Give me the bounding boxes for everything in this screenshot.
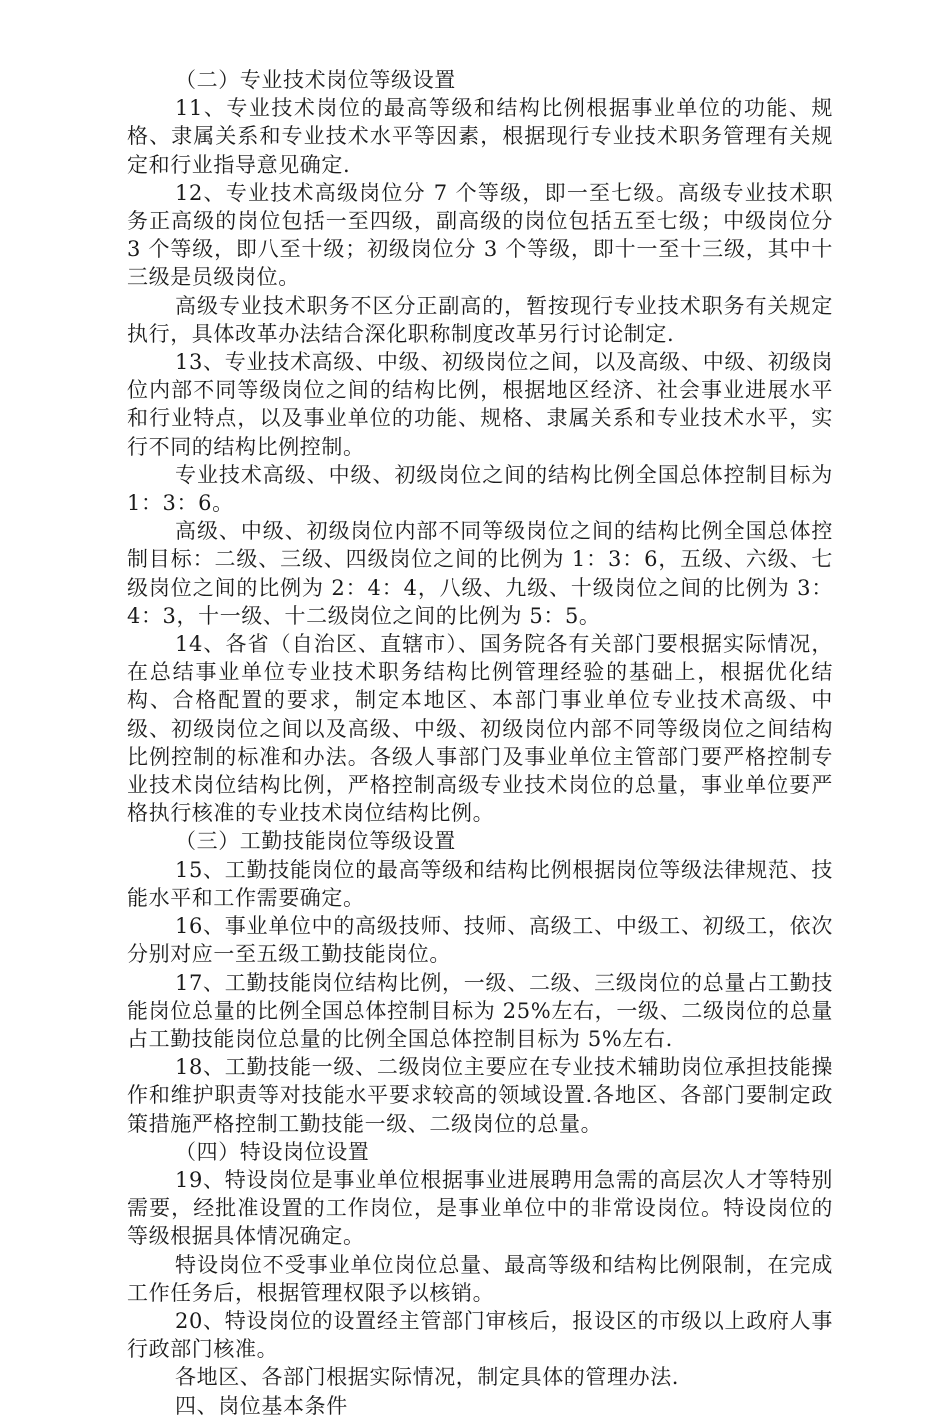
paragraph-20: 20、特设岗位的设置经主管部门审核后，报设区的市级以上政府人事行政部门核准。 [127, 1308, 833, 1362]
paragraph-14: 14、各省（自治区、直辖市）、国务院各有关部门要根据实际情况，在总结事业单位专业技术职务结构比例管理经验的基础上，根据优化结构、合格配置的要求，制定本地区、本部门事业单位专业技术高级、中级、初级岗位之间以及高级、中级、初级岗位内部不同等级岗位之间结构比例控制的标准和办法。各级人事部门及事业单位主管部门要严格控制专业技术岗位结构比例，严格控制高级专业技术岗位的总量，事业单位要严格执行核准的专业技术岗位结构比例。 [127, 632, 833, 826]
paragraph-11: 11、专业技术岗位的最高等级和结构比例根据事业单位的功能、规格、隶属关系和专业技术水平等因素，根据现行专业技术职务管理有关规定和行业指导意见确定. [127, 96, 833, 177]
paragraph-16: 16、事业单位中的高级技师、技师、高级工、中级工、初级工，依次分别对应一至五级工勤技能岗位。 [127, 914, 833, 967]
paragraph-19: 19、特设岗位是事业单位根据事业进展聘用急需的高层次人才等特别需要，经批准设置的工作岗位，是事业单位中的非常设岗位。特设岗位的等级根据具体情况确定。 [127, 1167, 833, 1249]
paragraph-12: 12、专业技术高级岗位分 7 个等级，即一至七级。高级专业技术职务正高级的岗位包括一至四级，副高级的岗位包括五至七级；中级岗位分 3 个等级，即八至十级；初级岗位分 3 个等级，即十一至十三级，其中十三级是员级岗位。 [127, 180, 833, 290]
paragraph-ratio-target: 专业技术高级、中级、初级岗位之间的结构比例全国总体控制目标为 1：3：6。 [127, 462, 833, 516]
paragraph-management-measures: 各地区、各部门根据实际情况，制定具体的管理办法. [175, 1365, 680, 1390]
paragraph-internal-ratio: 高级、中级、初级岗位内部不同等级岗位之间的结构比例全国总体控制目标：二级、三级、四级岗位之间的比例为 1：3：6，五级、六级、七级岗位之间的比例为 2：4：4，八级、九级、十级岗位之间的比例为 3：4：3，十一级、十二级岗位之间的比例为 5：5。 [127, 519, 833, 628]
section-heading-professional-technical: （二）专业技术岗位等级设置 [175, 68, 456, 92]
paragraph-15: 15、工勤技能岗位的最高等级和结构比例根据岗位等级法律规范、技能水平和工作需要确定。 [127, 857, 833, 910]
paragraph-13: 13、专业技术高级、中级、初级岗位之间，以及高级、中级、初级岗位内部不同等级岗位之间的结构比例，根据地区经济、社会事业进展水平和行业特点，以及事业单位的功能、规格、隶属关系和专业技术水平，实行不同的结构比例控制。 [127, 350, 833, 459]
paragraph-17: 17、工勤技能岗位结构比例，一级、二级、三级岗位的总量占工勤技能岗位总量的比例全国总体控制目标为 25%左右，一级、二级岗位的总量占工勤技能岗位总量的比例全国总体控制目标为 5%左右. [127, 970, 833, 1051]
paragraph-special-post-limit: 特设岗位不受事业单位岗位总量、最高等级和结构比例限制，在完成工作任务后，根据管理权限予以核销。 [127, 1252, 833, 1305]
section-heading-skilled-worker: （三）工勤技能岗位等级设置 [175, 829, 456, 854]
section-heading-special-post: （四）特设岗位设置 [175, 1139, 370, 1164]
document-page [127, 66, 833, 1420]
section-heading-basic-conditions: 四、岗位基本条件 [175, 1393, 348, 1418]
paragraph-18: 18、工勤技能一级、二级岗位主要应在专业技术辅助岗位承担技能操作和维护职责等对技能水平要求较高的领域设置.各地区、各部门要制定政策措施严格控制工勤技能一级、二级岗位的总量。 [127, 1055, 833, 1136]
paragraph-senior-note: 高级专业技术职务不区分正副高的，暂按现行专业技术职务有关规定执行，具体改革办法结合深化职称制度改革另行讨论制定. [127, 293, 833, 346]
